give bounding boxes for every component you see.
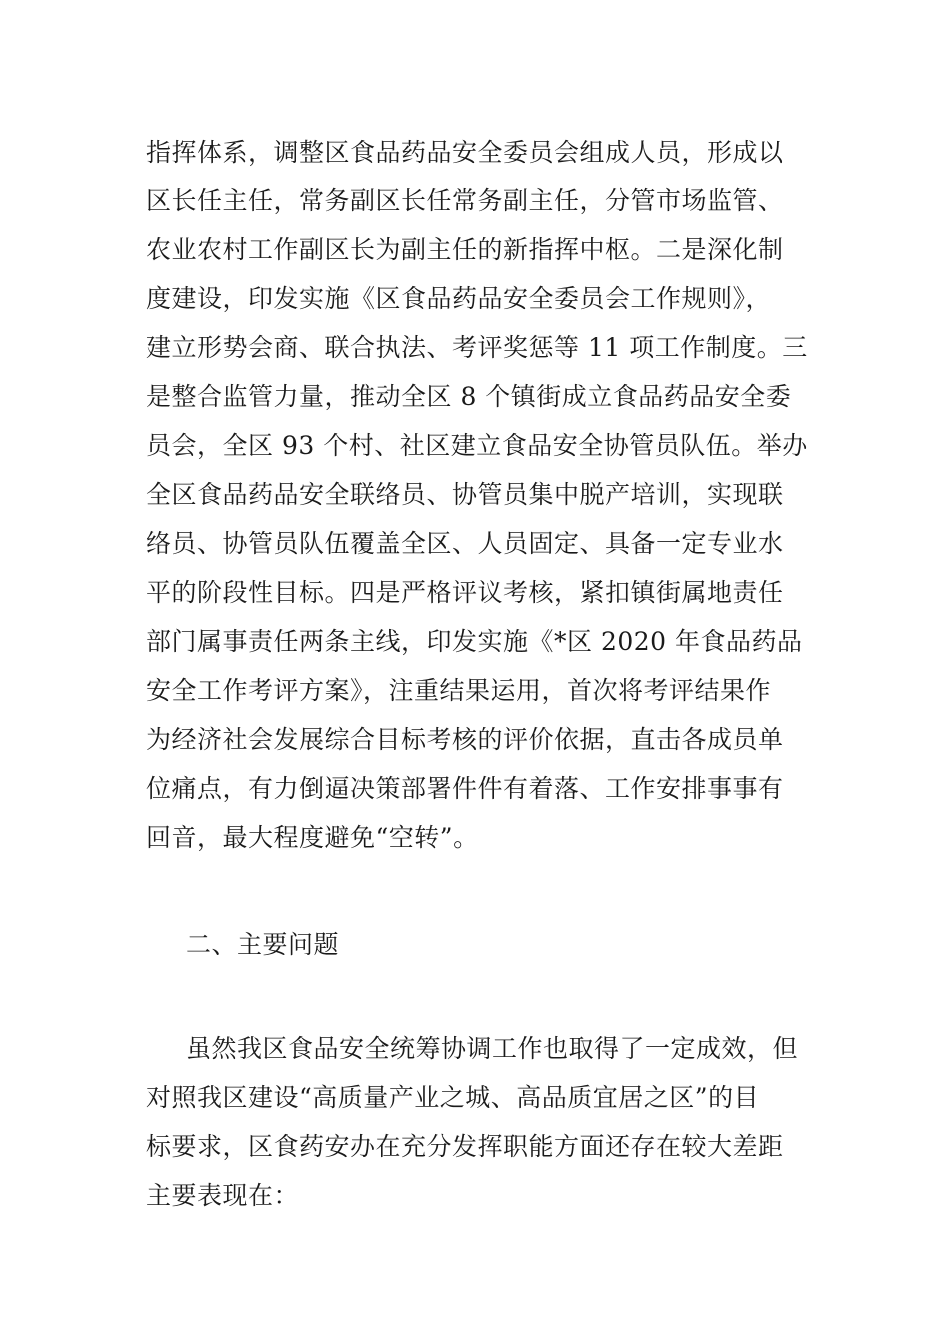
paragraph-line: 安全工作考评方案》，注重结果运用，首次将考评结果作	[146, 676, 772, 705]
paragraph-line: 农业农村工作副区长为副主任的新指挥中枢。二是深化制	[146, 235, 784, 264]
paragraph-line: 指挥体系，调整区食品药品安全委员会组成人员，形成以	[146, 138, 784, 167]
paragraph-line: 对照我区建设“高质量产业之城、高品质宜居之区”的目	[146, 1083, 760, 1112]
section-heading: 二、主要问题	[186, 930, 340, 959]
paragraph-line: 平的阶段性目标。四是严格评议考核，紧扣镇街属地责任	[146, 578, 784, 607]
paragraph-line: 全区食品药品安全联络员、协管员集中脱产培训，实现联	[146, 480, 784, 509]
paragraph-line: 建立形势会商、联合执法、考评奖惩等 11 项工作制度。三	[146, 333, 808, 362]
paragraph-line: 部门属事责任两条主线，印发实施《*区 2020 年食品药品	[146, 627, 803, 656]
paragraph-line: 位痛点，有力倒逼决策部署件件有着落、工作安排事事有	[146, 774, 784, 803]
paragraph-line: 标要求，区食药安办在充分发挥职能方面还存在较大差距	[146, 1132, 784, 1161]
paragraph-line: 主要表现在：	[146, 1181, 300, 1210]
paragraph-line: 度建设，印发实施《区食品药品安全委员会工作规则》，	[146, 284, 772, 313]
paragraph-line: 回音，最大程度避免“空转”。	[146, 823, 479, 852]
paragraph-line: 员会，全区 93 个村、社区建立食品安全协管员队伍。举办	[146, 431, 808, 460]
paragraph-line: 为经济社会发展综合目标考核的评价依据，直击各成员单	[146, 725, 784, 754]
paragraph-line: 络员、协管员队伍覆盖全区、人员固定、具备一定专业水	[146, 529, 784, 558]
paragraph-line: 是整合监管力量，推动全区 8 个镇街成立食品药品安全委	[146, 382, 792, 411]
paragraph-line: 区长任主任，常务副区长任常务副主任，分管市场监管、	[146, 186, 784, 215]
paragraph-line: 虽然我区食品安全统筹协调工作也取得了一定成效，但	[186, 1034, 799, 1063]
